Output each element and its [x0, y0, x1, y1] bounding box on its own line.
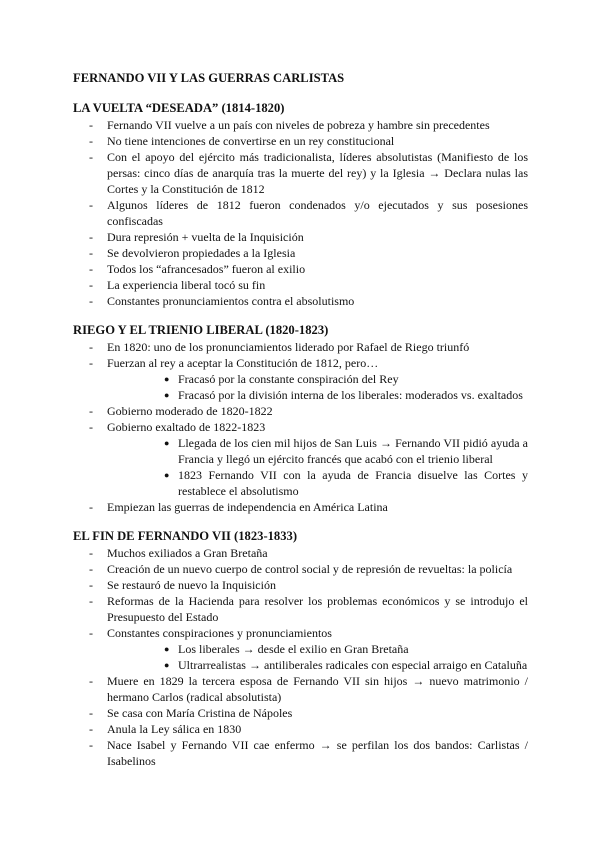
- list-item: [73, 245, 528, 261]
- list-item-text: Fuerzan al rey a aceptar la Constitución de 1812, pero…: [107, 356, 379, 370]
- dot-bullet-icon: ●: [164, 374, 170, 384]
- section: [73, 322, 528, 515]
- list-item: [73, 197, 528, 229]
- sub-list-item-text: 1823 Fernando VII con la ayuda de Francia disuelve las Cortes y restablece el absolutismo: [178, 468, 528, 498]
- list-item-text: Empiezan las guerras de independencia en América Latina: [107, 500, 388, 514]
- list-item: [73, 705, 528, 721]
- list-item: [73, 673, 528, 705]
- list-item-text: Fernando VII vuelve a un país con niveles de pobreza y hambre sin precedentes: [107, 118, 490, 132]
- list-item-text: Se restauró de nuevo la Inquisición: [107, 578, 276, 592]
- list-item-text: Dura represión + vuelta de la Inquisición: [107, 230, 304, 244]
- list-item-text: Nace Isabel y Fernando VII cae enfermo → se perfilan los dos bandos: Carlistas / Isabelinos: [107, 738, 528, 768]
- sub-list-item-text: Fracasó por la división interna de los liberales: moderados vs. exaltados: [178, 388, 523, 402]
- dash-bullet-icon: -: [89, 246, 93, 260]
- dash-bullet-icon: -: [89, 594, 93, 608]
- list-item: [73, 339, 528, 355]
- sub-list-item-text: Ultrarrealistas → antiliberales radicales con especial arraigo en Cataluña: [178, 658, 528, 672]
- dash-bullet-icon: -: [89, 404, 93, 418]
- list-item: [73, 277, 528, 293]
- dash-bullet-icon: -: [89, 546, 93, 560]
- dash-bullet-icon: -: [89, 738, 93, 752]
- list-item: [73, 593, 528, 625]
- sub-list-item-text: Fracasó por la constante conspiración del Rey: [178, 372, 399, 386]
- dash-bullet-icon: -: [89, 578, 93, 592]
- list-item-text: La experiencia liberal tocó su fin: [107, 278, 266, 292]
- section: [73, 528, 528, 769]
- list-item-text: Muere en 1829 la tercera esposa de Fernando VII sin hijos → nuevo matrimonio / hermano Carlos (radical absolutista): [107, 674, 528, 704]
- list-item: [73, 737, 528, 769]
- list-item-text: Se casa con María Cristina de Nápoles: [107, 706, 293, 720]
- dash-bullet-icon: -: [89, 706, 93, 720]
- dash-bullet-icon: -: [89, 262, 93, 276]
- sub-list-item: [107, 467, 528, 499]
- dash-bullet-icon: -: [89, 278, 93, 292]
- list-item: [73, 625, 528, 673]
- sub-list-item: [107, 387, 528, 403]
- section-heading: LA VUELTA “DESEADA” (1814-1820): [73, 101, 285, 115]
- dash-bullet-icon: -: [89, 562, 93, 576]
- list-item: [73, 261, 528, 277]
- dash-bullet-icon: -: [89, 674, 93, 688]
- list-item: [73, 293, 528, 309]
- sub-bullet-list: [107, 641, 528, 673]
- list-item: [73, 403, 528, 419]
- list-item-text: No tiene intenciones de convertirse en un rey constitucional: [107, 134, 395, 148]
- list-item-text: En 1820: uno de los pronunciamientos liderado por Rafael de Riego triunfó: [107, 340, 470, 354]
- list-item: [73, 577, 528, 593]
- list-item-text: Muchos exiliados a Gran Bretaña: [107, 546, 268, 560]
- bullet-list: [73, 117, 528, 309]
- dash-bullet-icon: -: [89, 356, 93, 370]
- list-item: [73, 721, 528, 737]
- list-item-text: Creación de un nuevo cuerpo de control social y de represión de revueltas: la policía: [107, 562, 513, 576]
- dash-bullet-icon: -: [89, 722, 93, 736]
- dash-bullet-icon: -: [89, 294, 93, 308]
- sub-list-item: [107, 371, 528, 387]
- sub-list-item-text: Llegada de los cien mil hijos de San Luis → Fernando VII pidió ayuda a Francia y llegó un ejército francés que acabó con el trienio liberal: [178, 436, 528, 466]
- dot-bullet-icon: ●: [164, 470, 170, 480]
- bullet-list: [73, 339, 528, 515]
- dash-bullet-icon: -: [89, 134, 93, 148]
- dot-bullet-icon: ●: [164, 660, 170, 670]
- section: [73, 100, 528, 309]
- dash-bullet-icon: -: [89, 420, 93, 434]
- list-item-text: Gobierno exaltado de 1822-1823: [107, 420, 266, 434]
- section-heading: EL FIN DE FERNANDO VII (1823-1833): [73, 529, 298, 543]
- document-title: FERNANDO VII Y LAS GUERRAS CARLISTAS: [73, 71, 345, 85]
- sub-list-item-text: Los liberales → desde el exilio en Gran Bretaña: [178, 642, 409, 656]
- dot-bullet-icon: ●: [164, 390, 170, 400]
- dash-bullet-icon: -: [89, 340, 93, 354]
- list-item-text: Constantes conspiraciones y pronunciamientos: [107, 626, 332, 640]
- dash-bullet-icon: -: [89, 198, 93, 212]
- list-item: [73, 355, 528, 403]
- sub-list-item: [107, 657, 528, 673]
- list-item: [73, 149, 528, 197]
- section-heading: RIEGO Y EL TRIENIO LIBERAL (1820-1823): [73, 323, 329, 337]
- sub-list-item: [107, 435, 528, 467]
- list-item: [73, 545, 528, 561]
- list-item-text: Gobierno moderado de 1820-1822: [107, 404, 273, 418]
- dot-bullet-icon: ●: [164, 438, 170, 448]
- list-item-text: Algunos líderes de 1812 fueron condenados y/o ejecutados y sus posesiones confiscadas: [107, 198, 528, 228]
- list-item: [73, 117, 528, 133]
- dash-bullet-icon: -: [89, 230, 93, 244]
- list-item-text: Con el apoyo del ejército más tradicionalista, líderes absolutistas (Manifiesto de los persas: cinco días de anarquía tras la muerte del rey) y la Iglesia → Declara nulas las Cortes y la Constitución de 1812: [107, 150, 528, 196]
- sub-list-item: [107, 641, 528, 657]
- list-item-text: Se devolvieron propiedades a la Iglesia: [107, 246, 296, 260]
- list-item: [73, 499, 528, 515]
- bullet-list: [73, 545, 528, 769]
- dot-bullet-icon: ●: [164, 644, 170, 654]
- sub-bullet-list: [107, 435, 528, 499]
- list-item: [73, 133, 528, 149]
- sub-bullet-list: [107, 371, 528, 403]
- sections-container: [73, 100, 528, 769]
- list-item-text: Todos los “afrancesados” fueron al exilio: [107, 262, 306, 276]
- dash-bullet-icon: -: [89, 626, 93, 640]
- list-item: [73, 419, 528, 499]
- list-item-text: Reformas de la Hacienda para resolver los problemas económicos y se introdujo el Presupuesto del Estado: [107, 594, 528, 624]
- list-item: [73, 561, 528, 577]
- dash-bullet-icon: -: [89, 500, 93, 514]
- list-item: [73, 229, 528, 245]
- list-item-text: Anula la Ley sálica en 1830: [107, 722, 242, 736]
- dash-bullet-icon: -: [89, 150, 93, 164]
- list-item-text: Constantes pronunciamientos contra el absolutismo: [107, 294, 355, 308]
- dash-bullet-icon: -: [89, 118, 93, 132]
